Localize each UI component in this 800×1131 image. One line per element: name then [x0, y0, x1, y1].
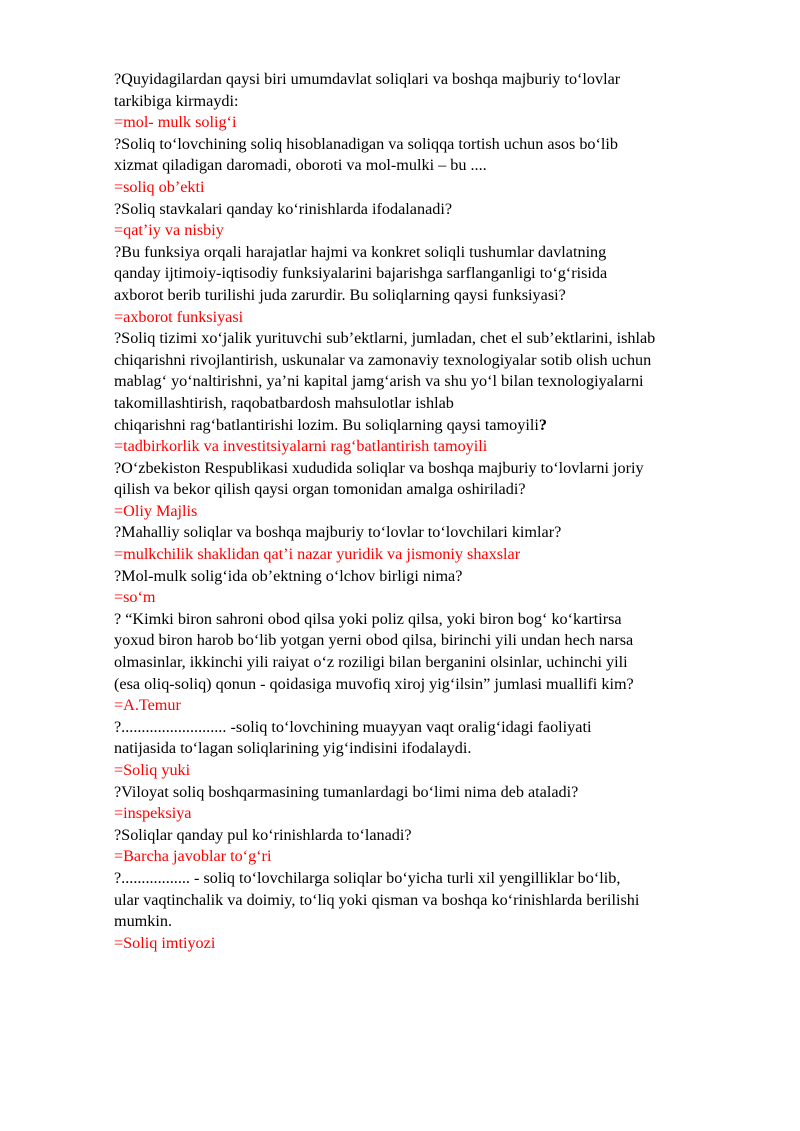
- question-line: ?Soliqlar qanday pul ko‘rinishlarda to‘lanadi?: [114, 825, 412, 844]
- qa-item: [114, 134, 754, 199]
- question-line: ?Bu funksiya orqali harajatlar hajmi va konkret soliqli tushumlar davlatning: [114, 242, 607, 261]
- answer-line: =mulkchilik shaklidan qat’i nazar yuridik va jismoniy shaxslar: [114, 545, 521, 564]
- qa-item: [114, 328, 754, 458]
- question-line: ? “Kimki biron sahroni obod qilsa yoki poliz qilsa, yoki biron bog‘ ko‘kartirsa: [114, 609, 622, 628]
- question-answer-list: [114, 69, 754, 954]
- qa-item: [114, 69, 754, 134]
- question-mark-bold: ?: [538, 415, 547, 434]
- question-line: chiqarishni rivojlantirish, uskunalar va zamonaviy texnologiyalar sotib olish uchun: [114, 350, 652, 369]
- question-line: qilish va bekor qilish qaysi organ tomonidan amalga oshiriladi?: [114, 480, 526, 499]
- answer-line: =axborot funksiyasi: [114, 307, 244, 326]
- question-line: ?Soliq tizimi xo‘jalik yurituvchi sub’ektlarni, jumladan, chet el sub’ektlarini, ishlab: [114, 329, 656, 348]
- qa-item: [114, 458, 754, 523]
- answer-line: =A.Temur: [114, 696, 181, 715]
- question-line: ?Soliq stavkalari qanday ko‘rinishlarda ifodalanadi?: [114, 199, 453, 218]
- answer-line: =tadbirkorlik va investitsiyalarni rag‘batlantirish tamoyili: [114, 437, 488, 456]
- qa-item: [114, 242, 754, 328]
- answer-line: =qat’iy va nisbiy: [114, 221, 224, 240]
- question-line: ?O‘zbekiston Respublikasi xududida soliqlar va boshqa majburiy to‘lovlarni joriy: [114, 458, 644, 477]
- question-line: ?Mol-mulk solig‘ida ob’ektning o‘lchov birligi nima?: [114, 566, 463, 585]
- question-line: yoxud biron harob bo‘lib yotgan yerni obod qilsa, birinchi yili undan hech narsa: [114, 631, 634, 650]
- answer-line: =soliq ob’ekti: [114, 177, 205, 196]
- qa-item: [114, 566, 754, 609]
- answer-line: =Oliy Majlis: [114, 501, 198, 520]
- question-line: ?Viloyat soliq boshqarmasining tumanlardagi bo‘limi nima deb ataladi?: [114, 782, 579, 801]
- qa-item: [114, 782, 754, 825]
- answer-line: =mol- mulk solig‘i: [114, 113, 237, 132]
- question-line: xizmat qiladigan daromadi, oboroti va mol-mulki – bu ....: [114, 156, 487, 175]
- qa-item: [114, 868, 754, 954]
- question-line: axborot berib turilishi juda zarurdir. Bu soliqlarning qaysi funksiyasi?: [114, 285, 566, 304]
- question-line: (esa oliq-soliq) qonun - qoidasiga muvofiq xiroj yig‘ilsin” jumlasi muallifi kim?: [114, 674, 634, 693]
- qa-item: [114, 199, 754, 242]
- question-line: ular vaqtinchalik va doimiy, to‘liq yoki qisman va boshqa ko‘rinishlarda berilishi: [114, 890, 640, 909]
- question-line: ?Mahalliy soliqlar va boshqa majburiy to‘lovlar to‘lovchilari kimlar?: [114, 523, 562, 542]
- qa-item: [114, 825, 754, 868]
- question-line: [114, 415, 754, 437]
- question-line: ?Soliq to‘lovchining soliq hisoblanadigan va soliqqa tortish uchun asos bo‘lib: [114, 134, 619, 153]
- question-line: qanday ijtimoiy-iqtisodiy funksiyalarini bajarishga sarflanganligi to‘g‘risida: [114, 264, 608, 283]
- answer-line: =inspeksiya: [114, 804, 192, 823]
- question-line: takomillashtirish, raqobatbardosh mahsulotlar ishlab: [114, 393, 454, 412]
- qa-item: [114, 522, 754, 565]
- question-line: natijasida to‘lagan soliqlarining yig‘indisini ifodalaydi.: [114, 739, 472, 758]
- qa-item: [114, 717, 754, 782]
- answer-line: =Soliq imtiyozi: [114, 933, 216, 952]
- document-page: [114, 69, 754, 954]
- question-line: mumkin.: [114, 912, 173, 931]
- answer-line: =Barcha javoblar to‘g‘ri: [114, 847, 272, 866]
- question-text: chiqarishni rag‘batlantirishi lozim. Bu soliqlarning qaysi tamoyili: [114, 415, 539, 434]
- answer-line: =Soliq yuki: [114, 761, 191, 779]
- question-line: ?Quyidagilardan qaysi biri umumdavlat soliqlari va boshqa majburiy to‘lovlar: [114, 70, 621, 88]
- question-line: ?.......................... -soliq to‘lovchining muayyan vaqt oralig‘idagi faoliyati: [114, 717, 592, 736]
- question-line: mablag‘ yo‘naltirishni, ya’ni kapital jamg‘arish va shu yo‘l bilan texnologiyalarni: [114, 372, 644, 391]
- question-line: olmasinlar, ikkinchi yili raiyat o‘z roziligi bilan berganini olsinlar, uchinchi yili: [114, 653, 628, 672]
- question-line: tarkibiga kirmaydi:: [114, 91, 239, 110]
- answer-line: =so‘m: [114, 588, 156, 607]
- qa-item: [114, 609, 754, 717]
- question-line: ?................. - soliq to‘lovchilarga soliqlar bo‘yicha turli xil yengilliklar bo‘lib,: [114, 868, 621, 887]
